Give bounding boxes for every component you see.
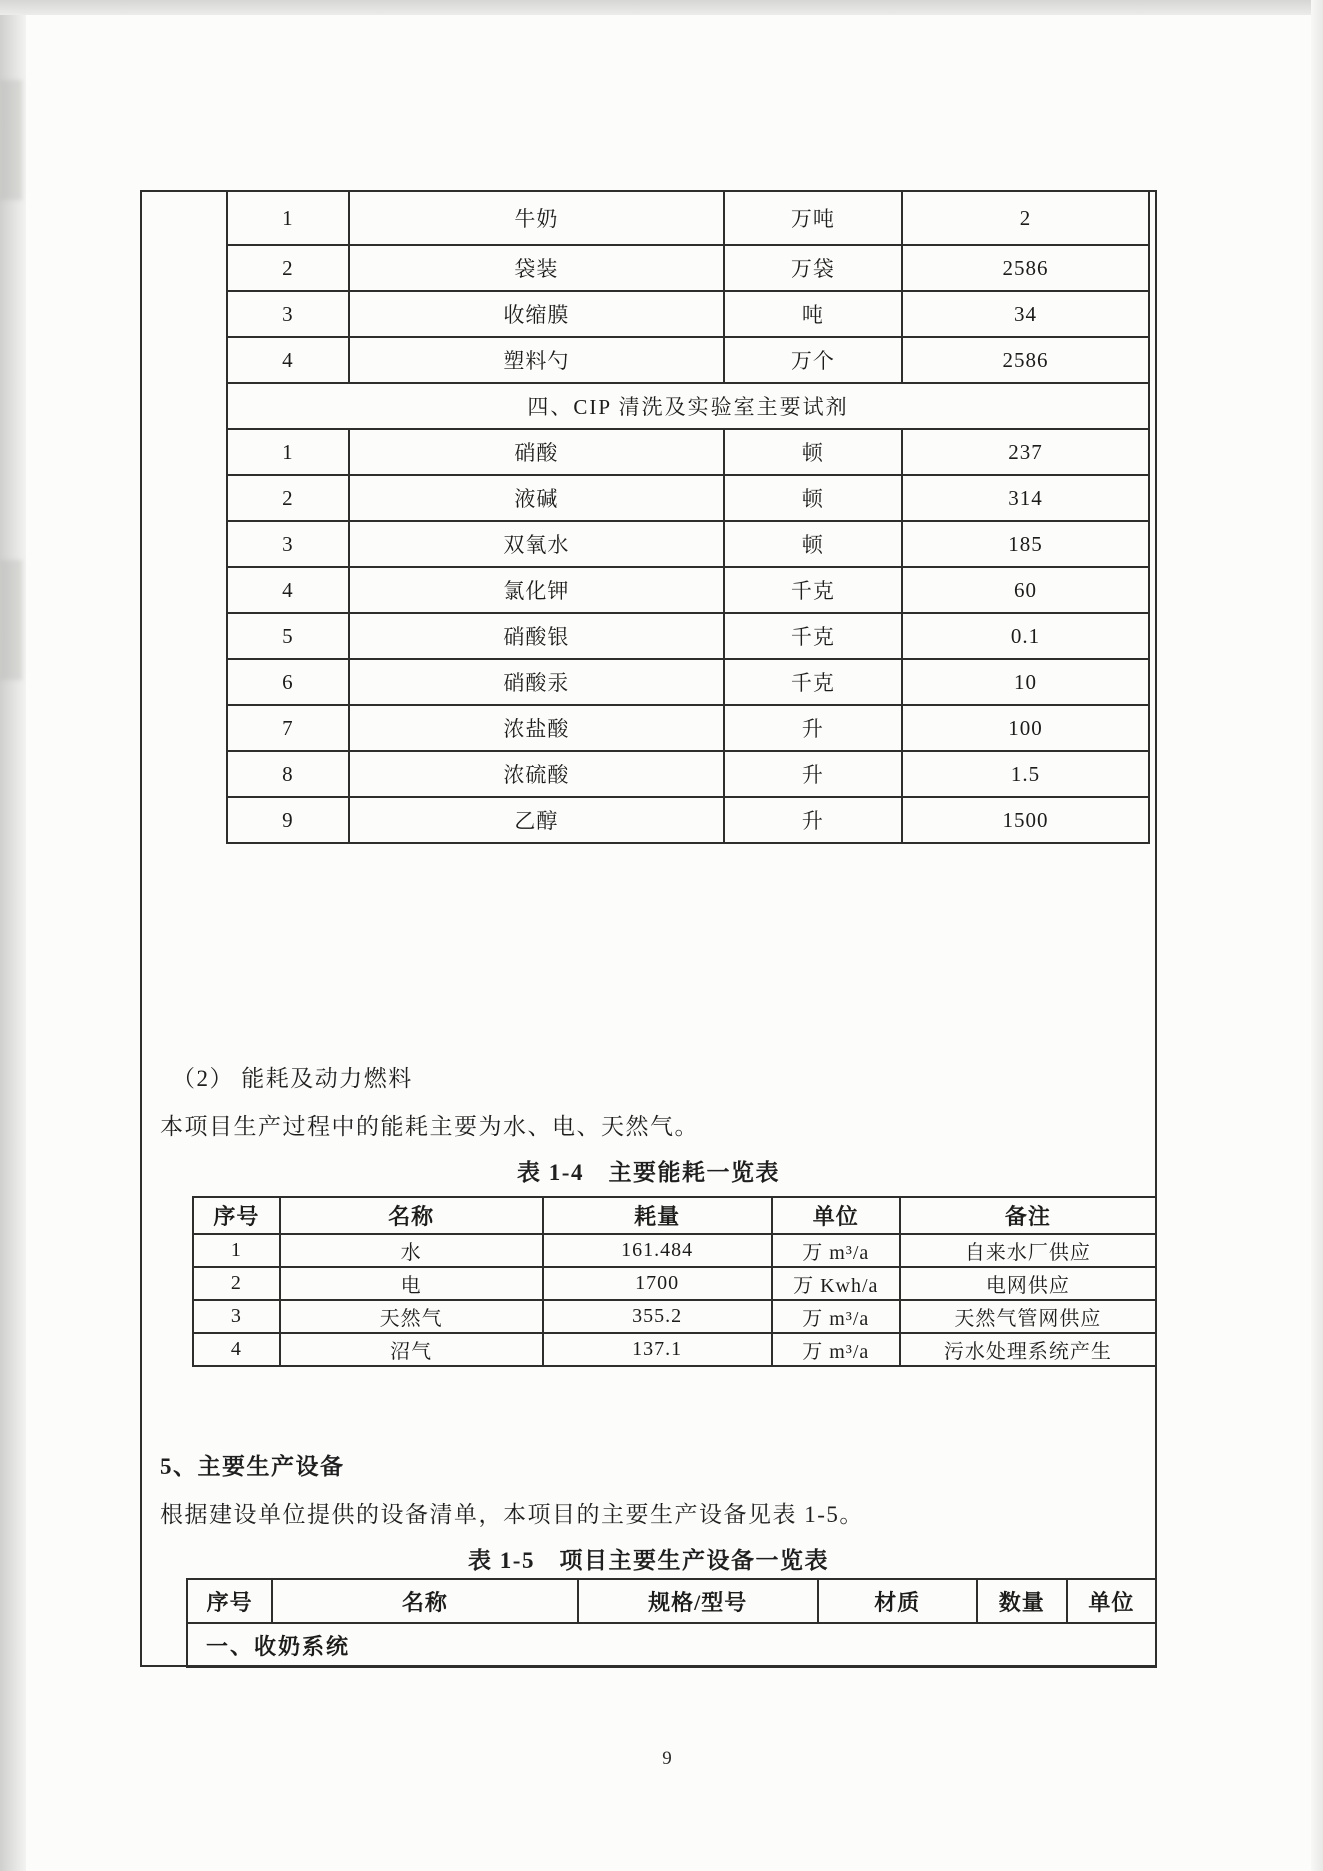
cell-unit: 万 m³/a [772, 1234, 900, 1267]
header-cell: 备注 [900, 1197, 1156, 1234]
cell-qty: 2586 [902, 337, 1149, 383]
cell-remark: 天然气管网供应 [900, 1300, 1156, 1333]
cell-seq: 9 [227, 797, 349, 843]
cell-seq: 2 [227, 475, 349, 521]
cell-unit: 升 [724, 797, 902, 843]
cell-remark: 自来水厂供应 [900, 1234, 1156, 1267]
header-cell: 名称 [272, 1579, 577, 1623]
cell-name: 袋装 [349, 245, 724, 291]
scan-edge-top [0, 0, 1323, 15]
cell-seq: 6 [227, 659, 349, 705]
cell-seq: 2 [227, 245, 349, 291]
table-row [227, 245, 1149, 291]
cell-name: 硝酸汞 [349, 659, 724, 705]
table-row [227, 521, 1149, 567]
cell-seq: 3 [227, 521, 349, 567]
header-cell: 单位 [772, 1197, 900, 1234]
header-cell: 单位 [1067, 1579, 1156, 1623]
cell-qty: 2 [902, 191, 1149, 245]
cell-name: 牛奶 [349, 191, 724, 245]
cell-qty: 10 [902, 659, 1149, 705]
cell-unit: 升 [724, 705, 902, 751]
equipment-group-label: 一、收奶系统 [187, 1623, 1156, 1667]
cell-seq: 5 [227, 613, 349, 659]
header-cell: 耗量 [543, 1197, 772, 1234]
cell-seq: 4 [193, 1333, 280, 1366]
cell-name: 水 [280, 1234, 543, 1267]
table-row [227, 191, 1149, 245]
cell-seq: 1 [227, 429, 349, 475]
cell-name: 电 [280, 1267, 543, 1300]
energy-section-paragraph: 本项目生产过程中的能耗主要为水、电、天然气。 [160, 1114, 699, 1139]
cell-name: 乙醇 [349, 797, 724, 843]
header-cell: 序号 [187, 1579, 272, 1623]
table-row [227, 429, 1149, 475]
cell-name: 双氧水 [349, 521, 724, 567]
cell-unit: 万 Kwh/a [772, 1267, 900, 1300]
table-row [193, 1333, 1156, 1366]
cell-seq: 4 [227, 567, 349, 613]
table-row [193, 1300, 1156, 1333]
cell-remark: 污水处理系统产生 [900, 1333, 1156, 1366]
cell-amount: 1700 [543, 1267, 772, 1300]
cell-name: 浓硫酸 [349, 751, 724, 797]
cell-unit: 顿 [724, 521, 902, 567]
reagents-rows [227, 429, 1149, 843]
cell-unit: 吨 [724, 291, 902, 337]
cell-seq: 3 [227, 291, 349, 337]
materials-reagents-table [226, 190, 1150, 844]
cell-name: 天然气 [280, 1300, 543, 1333]
cell-name: 收缩膜 [349, 291, 724, 337]
equipment-section-heading: 5、主要生产设备 [160, 1454, 345, 1479]
cell-name: 液碱 [349, 475, 724, 521]
cell-unit: 千克 [724, 613, 902, 659]
energy-consumption-table [192, 1196, 1157, 1367]
cell-qty: 0.1 [902, 613, 1149, 659]
table-row [227, 705, 1149, 751]
energy-table-header [193, 1197, 1156, 1234]
cell-seq: 1 [227, 191, 349, 245]
header-cell: 序号 [193, 1197, 280, 1234]
cell-name: 氯化钾 [349, 567, 724, 613]
scan-artifact [0, 80, 22, 200]
cell-seq: 2 [193, 1267, 280, 1300]
cell-qty: 2586 [902, 245, 1149, 291]
cell-amount: 355.2 [543, 1300, 772, 1333]
page-number: 9 [662, 1748, 672, 1769]
table-row [227, 337, 1149, 383]
cell-unit: 千克 [724, 659, 902, 705]
materials-rows [227, 191, 1149, 383]
equipment-table [186, 1578, 1157, 1668]
cell-unit: 万吨 [724, 191, 902, 245]
equipment-section-paragraph: 根据建设单位提供的设备清单，本项目的主要生产设备见表 1-5。 [160, 1502, 864, 1527]
cell-unit: 千克 [724, 567, 902, 613]
cell-amount: 161.484 [543, 1234, 772, 1267]
cell-unit: 顿 [724, 429, 902, 475]
header-cell: 名称 [280, 1197, 543, 1234]
cell-name: 硝酸 [349, 429, 724, 475]
table-1-4-caption: 表 1-4 主要能耗一览表 [517, 1160, 780, 1185]
cell-qty: 185 [902, 521, 1149, 567]
cell-seq: 3 [193, 1300, 280, 1333]
table-row [227, 613, 1149, 659]
header-cell: 规格/型号 [578, 1579, 818, 1623]
cell-name: 硝酸银 [349, 613, 724, 659]
cell-unit: 万 m³/a [772, 1333, 900, 1366]
cell-qty: 60 [902, 567, 1149, 613]
cell-qty: 1.5 [902, 751, 1149, 797]
cell-qty: 314 [902, 475, 1149, 521]
table-row [227, 567, 1149, 613]
reagents-section-header: 四、CIP 清洗及实验室主要试剂 [227, 383, 1149, 429]
equipment-group-row [187, 1623, 1156, 1667]
scan-artifact [0, 560, 22, 680]
cell-unit: 万 m³/a [772, 1300, 900, 1333]
table-1-5-caption: 表 1-5 项目主要生产设备一览表 [468, 1548, 829, 1573]
header-cell: 数量 [977, 1579, 1067, 1623]
cell-remark: 电网供应 [900, 1267, 1156, 1300]
cell-name: 浓盐酸 [349, 705, 724, 751]
cell-seq: 4 [227, 337, 349, 383]
header-row [193, 1197, 1156, 1234]
table-row [227, 291, 1149, 337]
scan-edge-right [1311, 0, 1323, 1871]
table-row [193, 1234, 1156, 1267]
cell-qty: 34 [902, 291, 1149, 337]
scan-edge-left [0, 0, 26, 1871]
cell-qty: 1500 [902, 797, 1149, 843]
cell-seq: 1 [193, 1234, 280, 1267]
energy-table-body [193, 1234, 1156, 1366]
energy-section-heading: （2） 能耗及动力燃料 [172, 1066, 413, 1091]
equipment-table-header [187, 1579, 1156, 1623]
cell-name: 沼气 [280, 1333, 543, 1366]
table-row [227, 475, 1149, 521]
table-row [227, 659, 1149, 705]
header-row [187, 1579, 1156, 1623]
cell-unit: 升 [724, 751, 902, 797]
cell-qty: 237 [902, 429, 1149, 475]
reagents-section-header-row [227, 383, 1149, 429]
header-cell: 材质 [818, 1579, 977, 1623]
cell-qty: 100 [902, 705, 1149, 751]
table-row [227, 797, 1149, 843]
cell-amount: 137.1 [543, 1333, 772, 1366]
cell-unit: 万个 [724, 337, 902, 383]
cell-seq: 7 [227, 705, 349, 751]
cell-unit: 顿 [724, 475, 902, 521]
cell-name: 塑料勺 [349, 337, 724, 383]
cell-unit: 万袋 [724, 245, 902, 291]
table-row [193, 1267, 1156, 1300]
table-row [227, 751, 1149, 797]
cell-seq: 8 [227, 751, 349, 797]
